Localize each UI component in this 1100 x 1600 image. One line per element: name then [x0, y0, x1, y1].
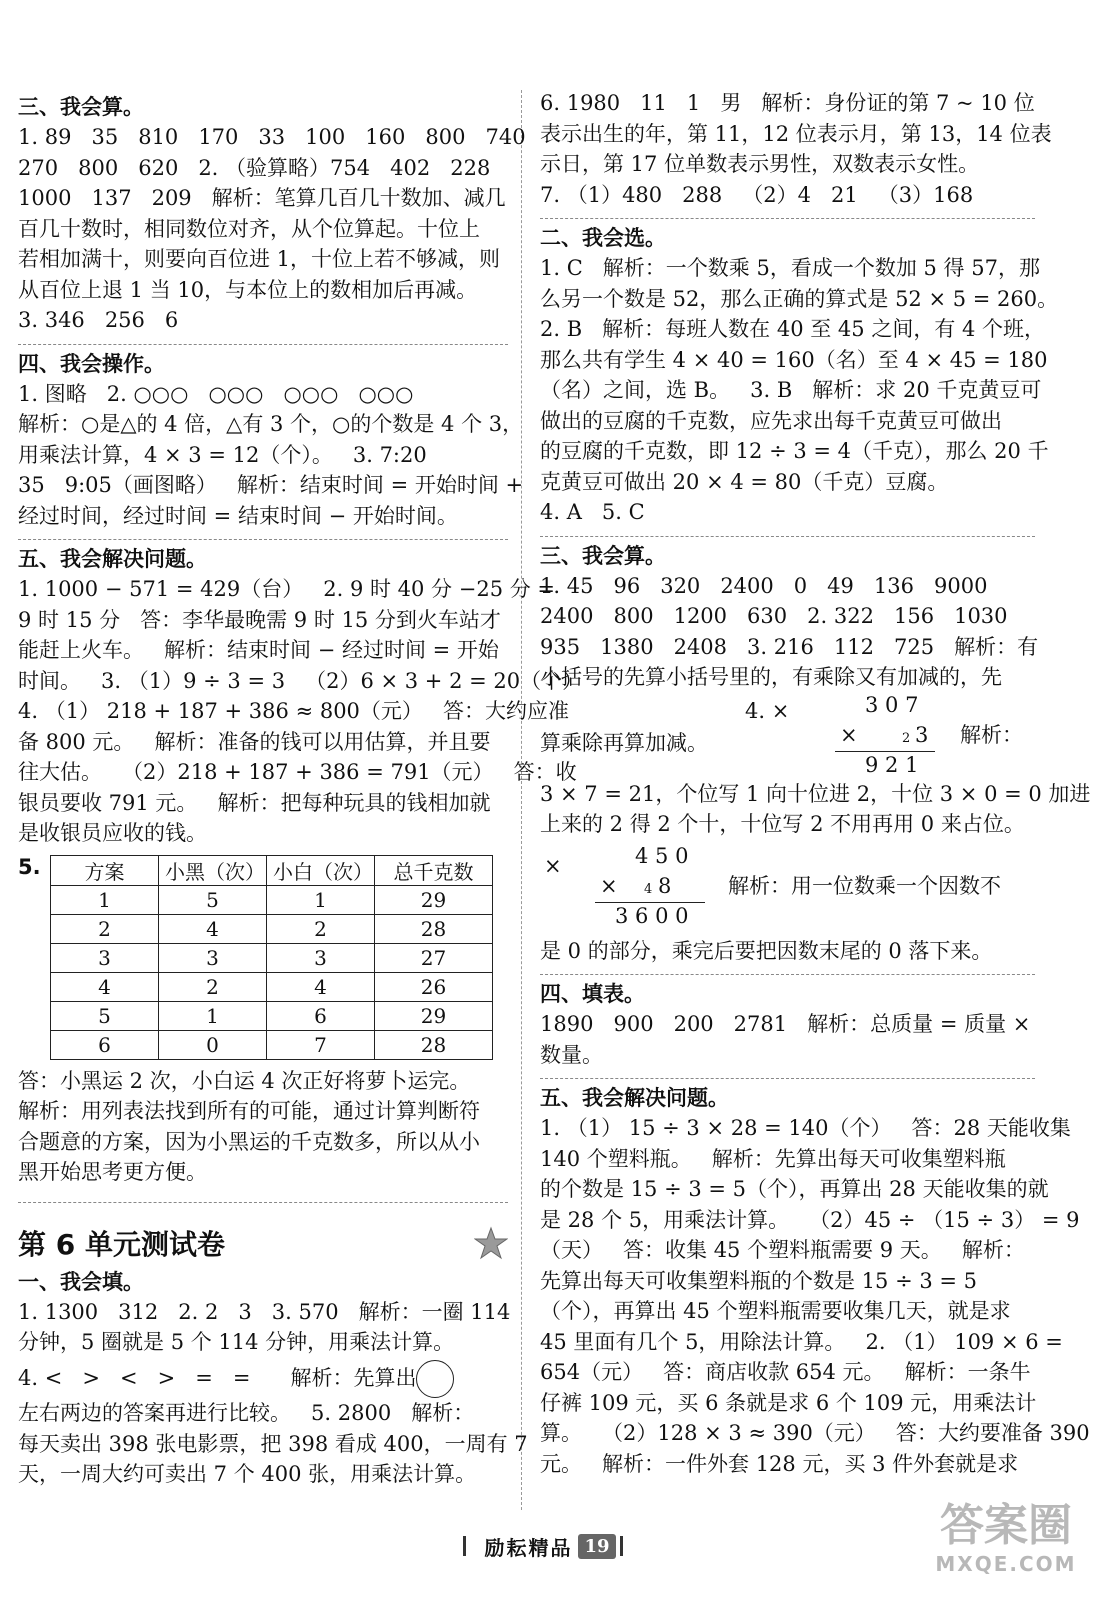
calc-left-text: 算乘除再算加减。: [540, 730, 708, 755]
text-line: 1000 137 209 解析：笔算几百几十数加、减几: [18, 186, 506, 210]
section-title: 三、我会算。: [18, 95, 144, 119]
table-cell: 3: [267, 943, 375, 972]
text-line: 1. 89 35 810 170 33 100 160 800 740: [18, 125, 526, 149]
column-divider: [521, 90, 522, 1510]
text-line: 1. 1000 − 571 = 429（台） 2. 9 时 40 分 −25 分 =: [18, 577, 555, 601]
text-line: 1. （1） 15 ÷ 3 × 28 = 140（个） 答：28 天能收集: [540, 1116, 1071, 1140]
text-line: 1890 900 200 2781 解析：总质量 = 质量 ×: [540, 1012, 1031, 1036]
table-cell: 2: [159, 972, 267, 1001]
text-line: 银员要收 791 元。 解析：把每种玩具的钱相加就: [18, 790, 491, 815]
text-line: 2400 800 1200 630 2. 322 156 1030: [540, 604, 1008, 628]
watermark: [926, 1500, 1086, 1590]
right-section-4: [540, 979, 1035, 1070]
table-cell: 28: [375, 1030, 493, 1059]
text-line: 1. C 解析：一个数乘 5，看成一个数加 5 得 57，那: [540, 256, 1040, 280]
text-line: 元。 解析：一件外套 128 元，买 3 件外套就是求: [540, 1451, 1019, 1476]
table-cell: 7: [267, 1030, 375, 1059]
section-title: 二、我会选。: [540, 226, 666, 250]
text-line: 做出的豆腐的千克数，应先求出每千克黄豆可做出: [540, 408, 1002, 433]
calc-note: 解析：用一位数乘一个因数不: [728, 873, 1001, 898]
footer-brand: 励耘精品: [484, 1535, 573, 1560]
calc-digit: 8: [658, 873, 672, 898]
text-line: 1. 45 96 320 2400 0 49 136 9000: [540, 573, 988, 598]
text-line: 35 9:05（画图略） 解析：结束时间 = 开始时间 +: [18, 473, 524, 497]
calc-label: 4. ×: [745, 698, 790, 723]
text-line: 先算出每天可收集塑料瓶的个数是 15 ÷ 3 = 5: [540, 1268, 978, 1293]
watermark-title: 答案圈: [940, 1500, 1072, 1551]
table-row: [51, 1030, 493, 1059]
text-line: 分钟，5 圈就是 5 个 114 分钟，用乘法计算。: [18, 1330, 455, 1354]
text-line: 合题意的方案，因为小黑运的千克数多，所以从小: [18, 1129, 480, 1154]
dashed-separator: [540, 974, 1035, 975]
text-line: 天，一周大约可卖出 7 个 400 张，用乘法计算。: [18, 1462, 477, 1486]
text-line: 答：小黑运 2 次，小白运 4 次正好将萝卜运完。: [18, 1068, 471, 1093]
text-span: 4. < > < > = = 解析：先算出: [18, 1365, 417, 1390]
text-line: 654（元） 答：商店收款 654 元。 解析：一条牛: [540, 1360, 1031, 1384]
text-line: 黑开始思考更方便。: [18, 1160, 207, 1184]
text-line: 若相加满十，则要向百位进 1，十位上若不够减，则: [18, 247, 501, 271]
table-header: 总千克数: [375, 855, 493, 885]
dashed-separator: [540, 1078, 1035, 1079]
text-line: 的个数是 15 ÷ 3 = 5（个），再算出 28 天能收集的就: [540, 1177, 1049, 1201]
table-cell: 29: [375, 1001, 493, 1030]
text-line: 往大估。 （2）218 + 187 + 386 = 791（元） 答：收: [18, 760, 577, 784]
plan-table-wrapper: [18, 855, 508, 1060]
text-line: 表示出生的年，第 11，12 位表示月，第 13，14 位表: [540, 121, 1052, 146]
table-header: 小白（次）: [267, 855, 375, 885]
plan-table: [50, 855, 493, 1060]
text-line: 数量。: [540, 1042, 603, 1067]
calc-rule: [595, 902, 705, 903]
unit-6-test: [18, 1223, 528, 1490]
calc-result: 3 6 0 0: [615, 903, 689, 928]
calc-note: 解析：: [960, 722, 1023, 747]
page-footer: [420, 1524, 680, 1568]
calc-multiply-sign: ×: [840, 722, 858, 747]
table-cell: 0: [159, 1030, 267, 1059]
right-section-2: [540, 223, 1059, 528]
section-title: 四、填表。: [540, 982, 645, 1006]
text-line: 3. 346 256 6: [18, 308, 179, 332]
right-column: [540, 88, 1091, 1479]
calc-top: 4 5 0: [635, 843, 689, 868]
text-line: 克黄豆可做出 20 × 4 = 80（千克）豆腐。: [540, 469, 949, 494]
calc-digit: 3: [915, 722, 929, 747]
question-number: 5.: [18, 854, 41, 879]
text-line: （名）之间，选 B。 3. B 解析：求 20 千克黄豆可: [540, 378, 1042, 402]
dashed-separator: [18, 1202, 508, 1203]
table-cell: 29: [375, 885, 493, 914]
table-cell: 28: [375, 914, 493, 943]
text-line: 能赶上火车。 解析：结束时间 − 经过时间 = 开始: [18, 638, 499, 662]
vertical-calculation-2: [540, 840, 1035, 936]
vertical-calculation-1: [540, 693, 1035, 779]
table-cell: 6: [51, 1030, 159, 1059]
table-cell: 4: [267, 972, 375, 1001]
dashed-separator: [18, 539, 508, 540]
text-line: 上来的 2 得 2 个十，十位写 2 不用再用 0 来占位。: [540, 812, 1025, 836]
section-title: 一、我会填。: [18, 1269, 144, 1294]
calc-label: ×: [544, 853, 562, 878]
star-icon: [474, 1226, 508, 1260]
table-cell: 5: [51, 1001, 159, 1030]
calc-multiply-sign: ×: [600, 873, 618, 898]
text-line: 解析：用列表法找到所有的可能，通过计算判断符: [18, 1099, 480, 1123]
table-cell: 27: [375, 943, 493, 972]
text-line: 左右两边的答案再进行比较。 5. 2800 解析：: [18, 1401, 475, 1425]
text-line: （个），再算出 45 个塑料瓶需要收集几天，就是求: [540, 1299, 1011, 1323]
text-line: 是收银员应收的钱。: [18, 821, 207, 845]
table-header: 方案: [51, 855, 159, 885]
table-cell: 1: [159, 1001, 267, 1030]
dashed-separator: [540, 536, 1035, 537]
text-line: 那么共有学生 4 × 40 = 160（名）至 4 × 45 = 180: [540, 347, 1048, 372]
left-section-3: [18, 92, 526, 336]
text-line: 4. （1） 218 + 187 + 386 ≈ 800（元） 答：大约应准: [18, 699, 569, 723]
table-cell: 1: [267, 885, 375, 914]
text-line: 是 28 个 5，用乘法计算。 （2）45 ÷ （15 ÷ 3） = 9: [540, 1207, 1080, 1232]
text-line: 1. 1300 312 2. 2 3 3. 570 解析：一圈 114: [18, 1299, 511, 1324]
calc-rule: [835, 751, 935, 752]
text-line: 的豆腐的千克数，即 12 ÷ 3 = 4（千克），那么 20 千: [540, 439, 1049, 463]
table-cell: 5: [159, 885, 267, 914]
table-cell: 3: [159, 943, 267, 972]
text-line: 9 时 15 分 答：李华最晚需 9 时 15 分到火车站才: [18, 607, 501, 632]
table-header-row: [51, 855, 493, 885]
watermark-url: MXQE.COM: [935, 1552, 1077, 1576]
text-line: 270 800 620 2. （验算略）754 402 228: [18, 155, 491, 180]
footer-bar-left: [463, 1536, 480, 1556]
text-line: 小括号的先算小括号里的，有乘除又有加减的，先: [540, 665, 1002, 689]
table-cell: 1: [51, 885, 159, 914]
calc-carry: 4: [644, 881, 653, 897]
text-line: 么另一个数是 52，那么正确的算式是 52 × 5 = 260。: [540, 286, 1059, 311]
page-number: 19: [578, 1534, 615, 1559]
text-line: 算。 （2）128 × 3 ≈ 390（元） 答：大约要准备 390: [540, 1421, 1090, 1445]
right-section-5: [540, 1083, 1090, 1479]
text-line: 备 800 元。 解析：准备的钱可以用估算，并且要: [18, 729, 491, 754]
text-line: 1. 图略 2. ○○○ ○○○ ○○○ ○○○: [18, 381, 414, 406]
text-line: （天） 答：收集 45 个塑料瓶需要 9 天。 解析：: [540, 1238, 1025, 1262]
text-line: 是 0 的部分，乘完后要把因数末尾的 0 落下来。: [540, 938, 993, 963]
section-title: 四、我会操作。: [18, 351, 165, 376]
dashed-separator: [540, 218, 1035, 219]
text-line: 百几十数时，相同数位对齐，从个位算起。十位上: [18, 216, 480, 241]
table-row: [51, 1001, 493, 1030]
text-line: 示日，第 17 位单数表示男性，双数表示女性。: [540, 152, 980, 176]
text-line: 仔裤 109 元，买 6 条就是求 6 个 109 元，用乘法计: [540, 1390, 1037, 1415]
unit-header: [18, 1223, 508, 1263]
table-row: [51, 943, 493, 972]
table-header: 小黑（次）: [159, 855, 267, 885]
table-cell: 26: [375, 972, 493, 1001]
left-section-4: [18, 349, 524, 532]
text-line: 3 × 7 = 21，个位写 1 向十位进 2，十位 3 × 0 = 0 加进: [540, 781, 1091, 806]
section-title: 三、我会算。: [540, 543, 666, 568]
table-cell: 6: [267, 1001, 375, 1030]
text-line: 用乘法计算，4 × 3 = 12（个）。 3. 7:20: [18, 442, 427, 467]
circle-icon: [416, 1360, 454, 1398]
section-title: 五、我会解决问题。: [540, 1086, 729, 1110]
text-line: 解析：○是△的 4 倍，△有 3 个，○的个数是 4 个 3，: [18, 412, 524, 436]
footer-bar-right: [620, 1536, 637, 1556]
text-line: 经过时间，经过时间 = 结束时间 − 开始时间。: [18, 503, 458, 528]
table-row: [51, 972, 493, 1001]
right-section-3: [540, 541, 1091, 967]
text-line: [18, 1358, 508, 1399]
calc-top: 3 0 7: [865, 692, 919, 717]
text-line: 每天卖出 398 张电影票，把 398 看成 400，一周有 7: [18, 1431, 528, 1456]
table-row: [51, 885, 493, 914]
text-line: 6. 1980 11 1 男 解析：身份证的第 7 ~ 10 位: [540, 91, 1035, 115]
calc-carry: 2: [902, 730, 911, 746]
text-line: 从百位上退 1 当 10，与本位上的数相加后再减。: [18, 277, 478, 302]
unit-title: 第 6 单元测试卷: [18, 1227, 225, 1261]
section-title: 五、我会解决问题。: [18, 547, 207, 571]
table-cell: 4: [159, 914, 267, 943]
text-line: 4. A 5. C: [540, 500, 645, 524]
table-cell: 2: [51, 914, 159, 943]
text-line: 7. （1）480 288 （2）4 21 （3）168: [540, 182, 974, 207]
text-line: 935 1380 2408 3. 216 112 725 解析：有: [540, 634, 1039, 659]
text-line: 140 个塑料瓶。 解析：先算出每天可收集塑料瓶: [540, 1146, 1006, 1171]
text-line: 时间。 3. （1）9 ÷ 3 = 3 （2）6 × 3 + 2 = 20（个）: [18, 668, 584, 693]
dashed-separator: [18, 344, 508, 345]
table-row: [51, 914, 493, 943]
calc-result: 9 2 1: [865, 752, 919, 777]
text-line: 2. B 解析：每班人数在 40 至 45 之间，有 4 个班，: [540, 317, 1046, 341]
text-line: 45 里面有几个 5，用除法计算。 2. （1） 109 × 6 =: [540, 1329, 1063, 1354]
table-cell: 2: [267, 914, 375, 943]
table-cell: 4: [51, 972, 159, 1001]
table-cell: 3: [51, 943, 159, 972]
